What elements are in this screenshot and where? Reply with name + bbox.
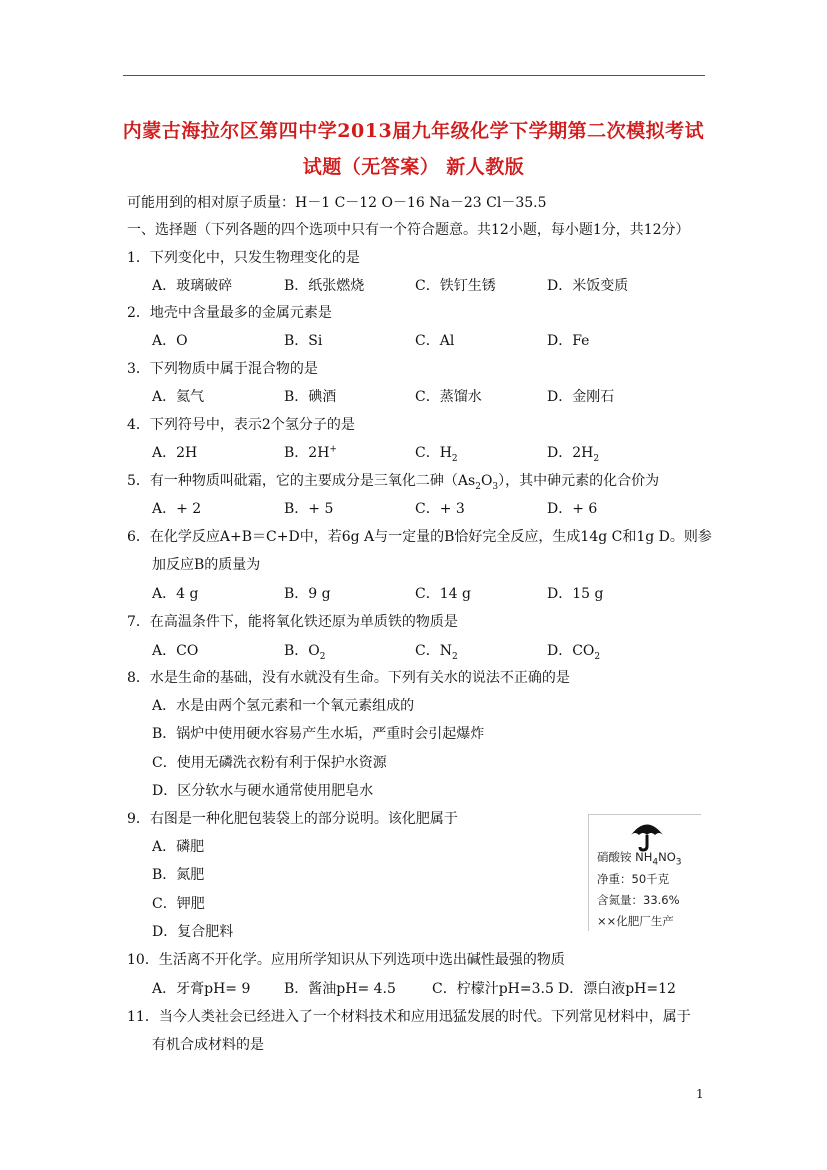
q10-option-d: D．漂白液pH=12 — [558, 981, 676, 997]
q2-option-b: B．Si — [284, 333, 323, 349]
q7-option-c: C．$N_2$ — [415, 643, 458, 662]
question-5: 5．有一种物质叫砒霜，它的主要成分是三氧化二砷$(As_2O_3)$，其中砷元素的化合价为 — [127, 473, 660, 492]
q6-option-d: D．15 g — [547, 586, 604, 602]
q9-option-b: B．氮肥 — [152, 867, 205, 883]
q9-option-a: A．磷肥 — [152, 839, 205, 855]
question-2: 2．地壳中含量最多的金属元素是 — [127, 305, 332, 321]
fertilizer-label-figure — [588, 814, 701, 931]
q2-option-c: C．Al — [415, 333, 455, 349]
q5-option-a: A．+ 2 — [152, 501, 202, 517]
q2-option-a: A．O — [152, 333, 188, 349]
q6-option-c: C．14 g — [415, 586, 471, 602]
fertilizer-nitrogen: 含氮量：33.6% — [597, 893, 680, 907]
q4-option-c: C．$H_2$ — [415, 445, 458, 464]
fertilizer-name: 硝酸铵 $NH_4NO_3$ — [597, 850, 682, 868]
umbrella-icon — [627, 818, 667, 852]
q3-option-c: C．蒸馏水 — [415, 389, 482, 405]
page-number: 1 — [696, 1087, 704, 1101]
question-4: 4．下列符号中，表示2个氢分子的是 — [127, 417, 355, 433]
question-6: 6．在化学反应A+B＝C+D中，若6g A与一定量的B恰好完全反应，生成14g C和1g D。则参 — [127, 529, 712, 545]
q4-option-a: A．2H — [152, 445, 198, 461]
q2-option-d: D．Fe — [547, 333, 590, 349]
question-10: 10．生活离不开化学。应用所学知识从下列选项中选出碱性最强的物质 — [127, 952, 565, 968]
q8-option-b: B．锅炉中使用硬水容易产生水垢，严重时会引起爆炸 — [152, 726, 485, 742]
question-11: 11．当今人类社会已经进入了一个材料技术和应用迅猛发展的时代。下列常见材料中，属于 — [127, 1009, 691, 1025]
q4-option-b: B．2H+ — [284, 444, 337, 461]
q8-option-a: A．水是由两个氢元素和一个氧元素组成的 — [152, 698, 415, 714]
atomic-mass-note: 可能用到的相对原子质量：H－1 C－12 O－16 Na－23 Cl－35.5 — [127, 195, 547, 211]
q10-option-a: A．牙膏pH= 9 — [152, 981, 251, 997]
section-heading: 一、选择题（下列各题的四个选项中只有一个符合题意。共12小题，每小题1分，共12分） — [127, 222, 690, 238]
question-1: 1．下列变化中，只发生物理变化的是 — [127, 250, 360, 266]
question-11-cont: 有机合成材料的是 — [152, 1037, 264, 1053]
q9-option-c: C．钾肥 — [152, 896, 205, 912]
question-6-cont: 加反应B的质量为 — [152, 557, 261, 573]
page-title: 内蒙古海拉尔区第四中学2013届九年级化学下学期第二次模拟考试 — [122, 120, 705, 142]
q1-option-d: D．米饭变质 — [547, 278, 629, 294]
question-7: 7．在高温条件下，能将氧化铁还原为单质铁的物质是 — [127, 614, 458, 630]
q1-option-b: B．纸张燃烧 — [284, 278, 365, 294]
question-9: 9．右图是一种化肥包装袋上的部分说明。该化肥属于 — [127, 811, 458, 827]
q10-option-c: C．柠檬汁pH=3.5 — [432, 981, 554, 997]
q1-option-a: A．玻璃破碎 — [152, 278, 233, 294]
page-subtitle: 试题（无答案） 新人教版 — [302, 156, 525, 178]
q7-option-d: D．$CO_2$ — [547, 643, 601, 662]
q1-option-c: C．铁钉生锈 — [415, 278, 496, 294]
q5-option-d: D．+ 6 — [547, 501, 598, 517]
question-8: 8．水是生命的基础，没有水就没有生命。下列有关水的说法不正确的是 — [127, 670, 570, 686]
q3-option-d: D．金刚石 — [547, 389, 615, 405]
q10-option-b: B．酱油pH= 4.5 — [284, 981, 396, 997]
q9-option-d: D．复合肥料 — [152, 924, 234, 940]
fertilizer-weight: 净重：50千克 — [597, 872, 670, 886]
q7-option-b: B．$O_2$ — [284, 643, 326, 662]
q4-option-d: D．$2H_2$ — [547, 445, 600, 464]
q6-option-b: B．9 g — [284, 586, 331, 602]
q7-option-a: A．CO — [152, 643, 199, 659]
q8-option-d: D．区分软水与硬水通常使用肥皂水 — [152, 783, 374, 799]
q6-option-a: A．4 g — [152, 586, 199, 602]
q3-option-a: A．氦气 — [152, 389, 205, 405]
q5-option-b: B．+ 5 — [284, 501, 334, 517]
header-rule — [123, 75, 705, 76]
q3-option-b: B．碘酒 — [284, 389, 337, 405]
q5-option-c: C．+ 3 — [415, 501, 465, 517]
fertilizer-maker: ××化肥厂生产 — [597, 914, 674, 928]
question-3: 3．下列物质中属于混合物的是 — [127, 361, 318, 377]
q8-option-c: C．使用无磷洗衣粉有利于保护水资源 — [152, 755, 387, 771]
